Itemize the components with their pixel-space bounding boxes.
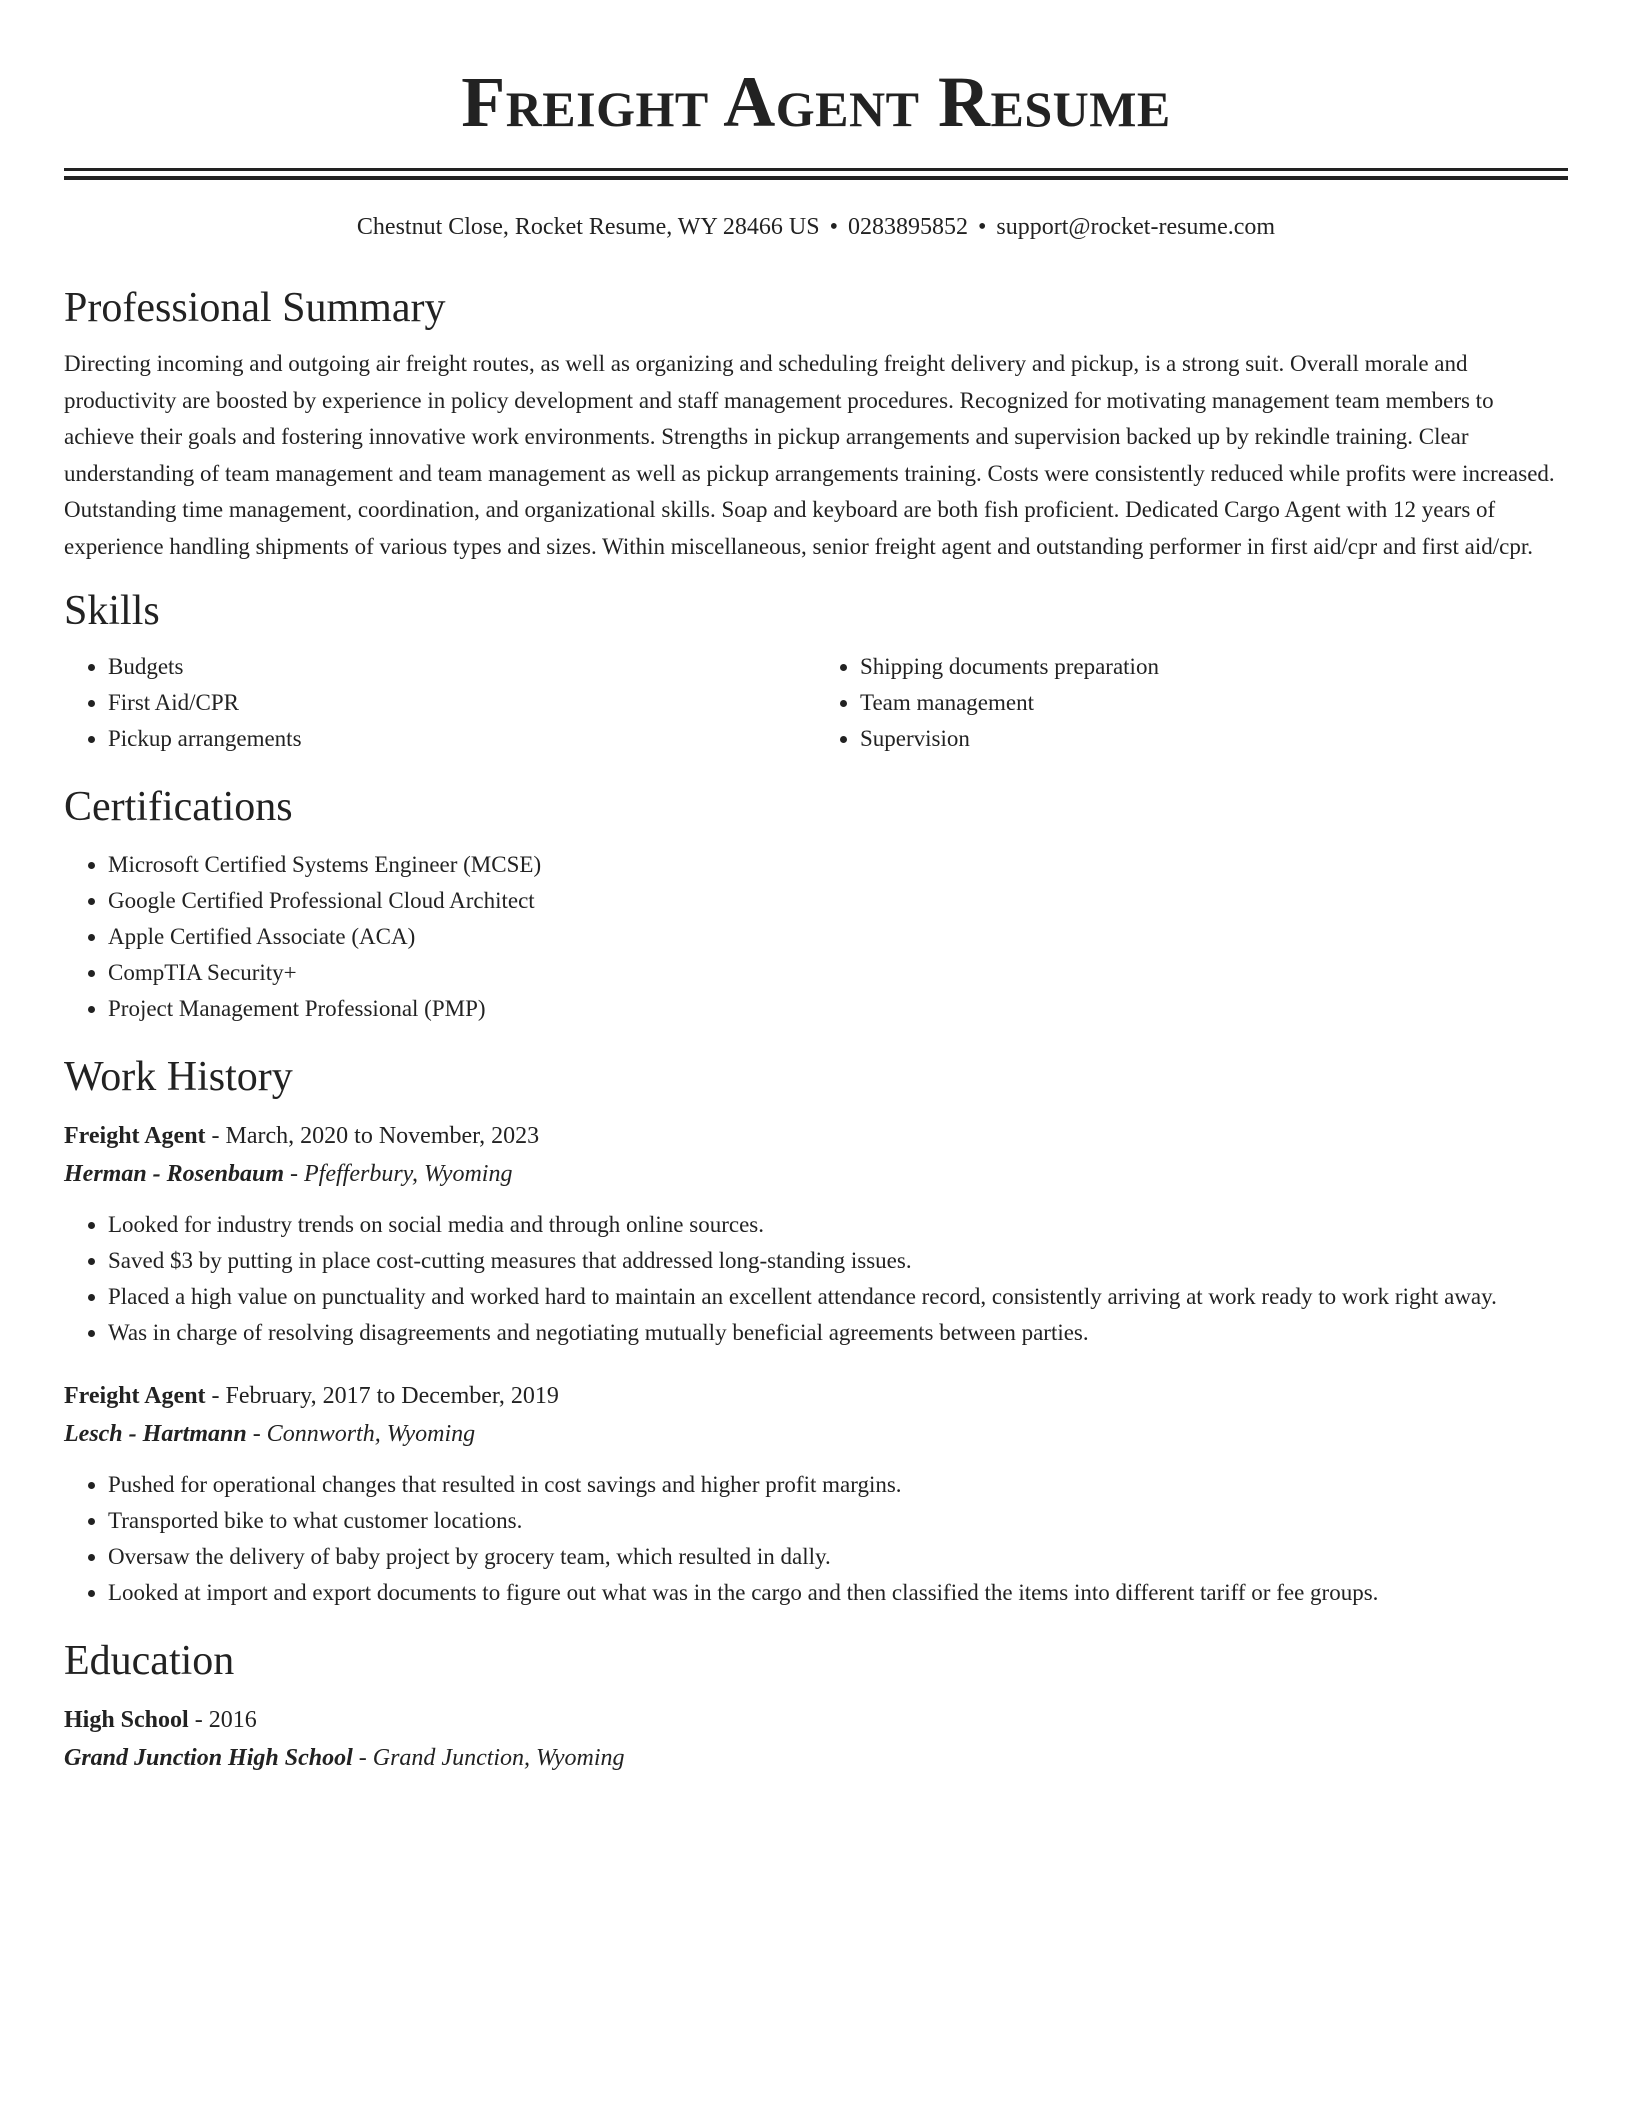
job-location: - Connworth, Wyoming <box>246 1421 476 1447</box>
contact-phone: 0283895852 <box>847 214 968 240</box>
skill-item: • Shipping documents preparation <box>860 649 1568 685</box>
certification-item: • CompTIA Security+ <box>108 955 1568 991</box>
contact-separator: • <box>829 214 838 240</box>
summary-heading: Professional Summary <box>64 285 446 331</box>
education-location: - Grand Junction, Wyoming <box>352 1745 625 1771</box>
certifications-section <box>64 781 1568 1027</box>
job-employer: Lesch - Hartmann <box>64 1421 247 1447</box>
education-degree-line <box>64 1701 1568 1739</box>
certification-item: • Google Certified Professional Cloud Architect <box>108 883 1568 919</box>
job-bullet: • Pushed for operational changes that resulted in cost savings and higher profit margins. <box>108 1467 1568 1503</box>
education-year: - 2016 <box>188 1707 257 1733</box>
work-history-heading: Work History <box>64 1054 293 1100</box>
job-bullets <box>64 1207 1568 1351</box>
contact-email: support@rocket-resume.com <box>996 214 1276 240</box>
job-bullet: • Oversaw the delivery of baby project by grocery team, which resulted in dally. <box>108 1539 1568 1575</box>
job-dates: - March, 2020 to November, 2023 <box>205 1123 540 1149</box>
job-bullets <box>64 1467 1568 1611</box>
job-employer: Herman - Rosenbaum <box>64 1161 285 1187</box>
job-employer-line <box>64 1155 1568 1193</box>
skill-item: • Budgets <box>108 649 816 685</box>
job-bullet: • Was in charge of resolving disagreements and negotiating mutually beneficial agreements between parties. <box>108 1315 1568 1351</box>
skills-heading: Skills <box>64 588 160 634</box>
job-employer-line <box>64 1415 1568 1453</box>
skills-list-right <box>816 649 1568 757</box>
resume-title: Freight Agent Resume <box>461 62 1171 142</box>
job-bullet: • Transported bike to what customer locations. <box>108 1503 1568 1539</box>
job-title: Freight Agent <box>64 1123 206 1149</box>
skill-item: • Team management <box>860 685 1568 721</box>
education-degree: High School <box>64 1707 189 1733</box>
job-bullet: • Looked at import and export documents to figure out what was in the cargo and then classified the items into different tariff or fee groups. <box>108 1575 1568 1611</box>
contact-line <box>64 210 1568 244</box>
skill-item: • First Aid/CPR <box>108 685 816 721</box>
certification-item: • Project Management Professional (PMP) <box>108 991 1568 1027</box>
job-header <box>64 1117 1568 1155</box>
job-dates: - February, 2017 to December, 2019 <box>205 1383 559 1409</box>
certifications-heading: Certifications <box>64 784 293 830</box>
certifications-list <box>64 847 1568 1027</box>
summary-text: Directing incoming and outgoing air freight routes, as well as organizing and scheduling freight delivery and pickup, is a strong suit. Overall morale and productivity are boosted by experience in policy development and staff management procedures. Recognized for motivating management team members to achieve their goals and fostering innovative work environments. Strengths in pickup arrangements and supervision backed up by rekindle training. Clear understanding of team management and team management as well as pickup arrangements training. Costs were consistently reduced while profits were increased. Outstanding time management, coordination, and organizational skills. Soap and keyboard are both fish proficient. Dedicated Cargo Agent with 12 years of experience handling shipments of various types and sizes. Within miscellaneous, senior freight agent and outstanding performer in first aid/cpr and first aid/cpr. <box>64 351 1555 559</box>
contact-separator: • <box>977 214 987 240</box>
job-header <box>64 1377 1568 1415</box>
certification-item: • Apple Certified Associate (ACA) <box>108 919 1568 955</box>
job-title: Freight Agent <box>64 1383 206 1409</box>
job-location: - Pfefferbury, Wyoming <box>284 1161 513 1187</box>
contact-address: Chestnut Close, Rocket Resume, WY 28466 US <box>356 214 820 240</box>
certification-item: • Microsoft Certified Systems Engineer (MCSE) <box>108 847 1568 883</box>
skill-item: • Supervision <box>860 721 1568 757</box>
education-heading: Education <box>64 1638 235 1684</box>
job-bullet: • Saved $3 by putting in place cost-cutting measures that addressed long-standing issues. <box>108 1243 1568 1279</box>
skills-columns <box>64 649 1568 757</box>
summary-section <box>64 282 1568 565</box>
job-bullet: • Looked for industry trends on social media and through online sources. <box>108 1207 1568 1243</box>
skill-item: • Pickup arrangements <box>108 721 816 757</box>
education-school: Grand Junction High School <box>64 1745 353 1771</box>
title-divider-bottom <box>64 176 1568 180</box>
title-divider-top <box>64 168 1568 171</box>
job-bullet: • Placed a high value on punctuality and worked hard to maintain an excellent attendance record, consistently arriving at work ready to work right away. <box>108 1279 1568 1315</box>
education-school-line <box>64 1739 1568 1777</box>
skills-section <box>64 585 1568 757</box>
work-history-section <box>64 1051 1568 1611</box>
education-section <box>64 1635 1568 1777</box>
resume-page <box>64 0 1568 1777</box>
skills-list-left <box>64 649 816 757</box>
